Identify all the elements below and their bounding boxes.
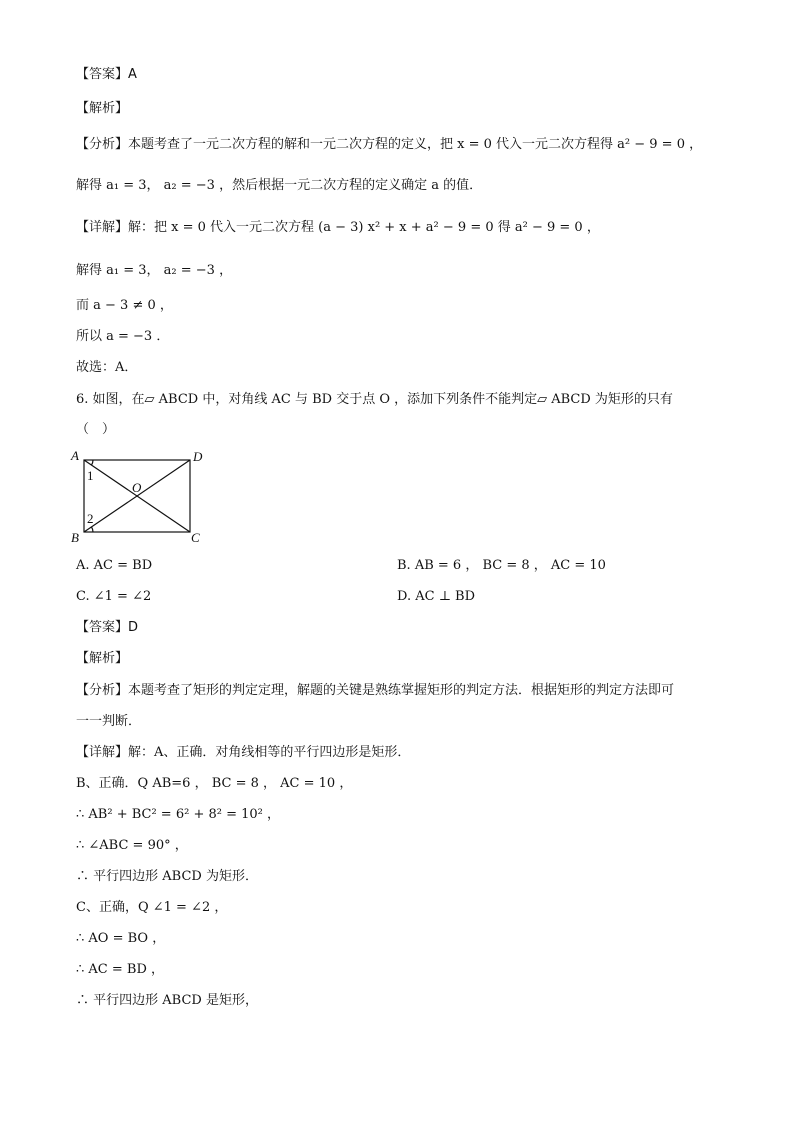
vertex-d-label: D — [193, 449, 203, 464]
detail-text-q6-2: B、正确．Q AB=6 ， BC = 8 ， AC = 10 ， — [76, 776, 353, 791]
detail-text-q5-3: 而 a − 3 ≠ 0 ， — [76, 298, 173, 313]
option-c: C. ∠1 = ∠2 — [76, 589, 152, 604]
answer-label-q5: 【答案】A — [76, 67, 137, 82]
angle-1-arc — [92, 460, 94, 465]
question-paren-q6: （ ） — [76, 422, 116, 437]
detail-text-q6-5: ∴ 平行四边形 ABCD 为矩形． — [76, 869, 258, 884]
detail-text-q6-1: 【详解】解：A、正确．对角线相等的平行四边形是矩形． — [76, 745, 411, 760]
vertex-b-label: B — [71, 530, 79, 545]
angle-2-label: 2 — [87, 511, 94, 526]
analysis-header-q5: 【解析】 — [76, 101, 129, 116]
option-b: B. AB = 6 ， BC = 8 ， AC = 10 — [397, 558, 606, 573]
detail-text-q6-9: ∴ 平行四边形 ABCD 是矩形， — [76, 993, 258, 1008]
option-a: A. AC = BD — [76, 558, 153, 573]
point-o-label: O — [132, 480, 142, 495]
detail-text-q6-7: ∴ AO = BO ， — [76, 931, 166, 946]
analysis-text-q6-1: 【分析】本题考查了矩形的判定定理，解题的关键是熟练掌握矩形的判定方法．根据矩形的判定方法即可 — [76, 683, 675, 698]
detail-text-q5-2: 解得 a₁ = 3， a₂ = −3 ， — [76, 263, 233, 278]
analysis-text-q6-2: 一一判断． — [76, 714, 142, 729]
angle-2-arc — [92, 527, 94, 532]
detail-text-q6-6: C、正确，Q ∠1 = ∠2 ， — [76, 900, 228, 915]
detail-text-q6-3: ∴ AB² + BC² = 6² + 8² = 10² ， — [76, 807, 280, 822]
analysis-text-q5-2: 解得 a₁ = 3， a₂ = −3 ，然后根据一元二次方程的定义确定 a 的值． — [76, 178, 483, 193]
question-stem-q6: 6. 如图，在▱ ABCD 中，对角线 AC 与 BD 交于点 O ，添加下列条件不能判定▱ ABCD 为矩形的只有 — [76, 392, 673, 407]
analysis-header-q6: 【解析】 — [76, 651, 129, 666]
detail-text-q5-4: 所以 a = −3 ． — [76, 329, 170, 344]
detail-text-q5-1: 【详解】解：把 x = 0 代入一元二次方程 (a − 3) x² + x + a² − 9 = 0 得 a² − 9 = 0 ， — [76, 220, 600, 235]
angle-1-label: 1 — [87, 468, 94, 483]
answer-label-q6: 【答案】D — [76, 620, 139, 635]
vertex-c-label: C — [191, 530, 200, 545]
vertex-a-label: A — [71, 448, 79, 463]
detail-text-q5-5: 故选：A． — [76, 360, 138, 375]
detail-text-q6-8: ∴ AC = BD ， — [76, 962, 165, 977]
detail-text-q6-4: ∴ ∠ABC = 90° ， — [76, 838, 188, 853]
rectangle-figure — [66, 444, 216, 548]
option-d: D. AC ⊥ BD — [397, 589, 476, 604]
analysis-text-q5-1: 【分析】本题考查了一元二次方程的解和一元二次方程的定义，把 x = 0 代入一元二次方程得 a² − 9 = 0 ， — [76, 137, 703, 152]
